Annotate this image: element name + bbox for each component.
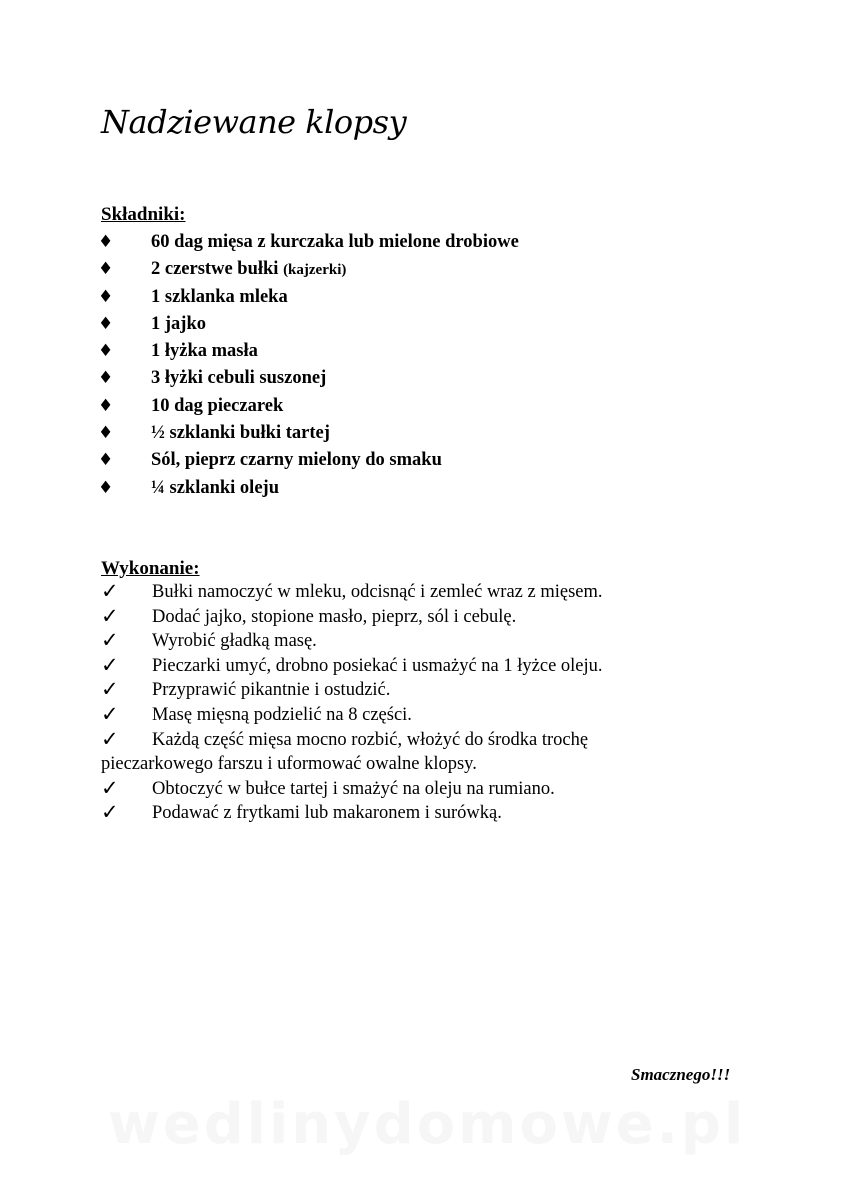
steps-heading: Wykonanie:: [101, 558, 200, 579]
checkmark-icon: ✓: [101, 603, 119, 628]
step-text: Dodać jajko, stopione masło, pieprz, sól i cebulę.: [152, 606, 517, 627]
diamond-icon: ♦: [98, 341, 114, 362]
step-text: Obtoczyć w bułce tartej i smażyć na oleju na rumiano.: [152, 778, 555, 799]
diamond-icon: ♦: [98, 286, 114, 307]
ingredient-text: 1 jajko: [151, 313, 206, 334]
ingredient-item: [0, 365, 849, 392]
checkmark-icon: ✓: [101, 800, 119, 825]
ingredient-item: [0, 447, 849, 474]
ingredient-item: [0, 284, 849, 311]
ingredient-text: 1 szklanka mleka: [151, 286, 288, 307]
step-item: [0, 678, 849, 703]
step-text: Każdą część mięsa mocno rozbić, włożyć do środka trochę pieczarkowego farszu i uformować owalne klopsy.: [101, 729, 589, 775]
step-item: [0, 728, 849, 777]
diamond-icon: ♦: [98, 313, 114, 334]
recipe-title: Nadziewane klopsy: [101, 103, 407, 141]
ingredient-item: [0, 229, 849, 256]
ingredient-item: [0, 393, 849, 420]
diamond-icon: ♦: [98, 259, 114, 280]
checkmark-icon: ✓: [101, 652, 119, 677]
checkmark-icon: ✓: [101, 677, 119, 702]
step-item: [0, 703, 849, 728]
ingredient-text: 10 dag pieczarek: [151, 395, 284, 416]
step-text: Bułki namoczyć w mleku, odcisnąć i zemleć wraz z mięsem.: [152, 582, 603, 602]
ingredient-text: ¼ szklanki oleju: [151, 477, 279, 498]
checkmark-icon: ✓: [101, 579, 119, 603]
ingredients-heading: Składniki:: [101, 204, 186, 225]
ingredient-list: [0, 229, 849, 502]
diamond-icon: ♦: [98, 232, 114, 252]
step-text: Wyrobić gładką masę.: [152, 631, 317, 652]
closing-text: Smacznego!!!: [631, 1065, 731, 1084]
diamond-icon: ♦: [98, 423, 114, 444]
ingredient-item: [0, 475, 849, 502]
checkmark-icon: ✓: [101, 701, 119, 726]
diamond-icon: ♦: [98, 395, 114, 416]
step-item: [0, 654, 849, 679]
ingredient-note: (kajzerki): [283, 262, 347, 279]
ingredient-item: [0, 338, 849, 365]
step-text: Pieczarki umyć, drobno posiekać i usmażyć na 1 łyżce oleju.: [152, 655, 603, 676]
diamond-icon: ♦: [98, 368, 114, 389]
checkmark-icon: ✓: [101, 775, 119, 800]
ingredient-text: 1 łyżka masła: [151, 341, 258, 362]
step-text: Podawać z frytkami lub makaronem i surówką.: [152, 803, 502, 824]
diamond-icon: ♦: [98, 450, 114, 471]
ingredient-text: 60 dag mięsa z kurczaka lub mielone drobiowe: [151, 232, 519, 252]
step-list: [0, 580, 849, 826]
step-item: [0, 801, 849, 826]
step-text: Masę mięsną podzielić na 8 części.: [152, 704, 412, 725]
ingredient-text: 3 łyżki cebuli suszonej: [151, 368, 327, 389]
step-item: [0, 629, 849, 654]
ingredient-text: ½ szklanki bułki tartej: [151, 423, 330, 444]
ingredient-text: 2 czerstwe bułki: [151, 259, 284, 280]
site-watermark: wedlinydomowe.pl: [108, 1092, 747, 1157]
ingredient-item: [0, 420, 849, 447]
ingredient-text: Sól, pieprz czarny mielony do smaku: [151, 450, 442, 471]
checkmark-icon: ✓: [101, 628, 119, 653]
step-item: [0, 580, 849, 605]
ingredient-item: [0, 256, 849, 283]
step-text: Przyprawić pikantnie i ostudzić.: [152, 680, 391, 701]
step-item: [0, 605, 849, 630]
diamond-icon: ♦: [98, 477, 114, 498]
step-item: [0, 777, 849, 802]
checkmark-icon: ✓: [101, 726, 119, 751]
ingredient-item: [0, 311, 849, 338]
